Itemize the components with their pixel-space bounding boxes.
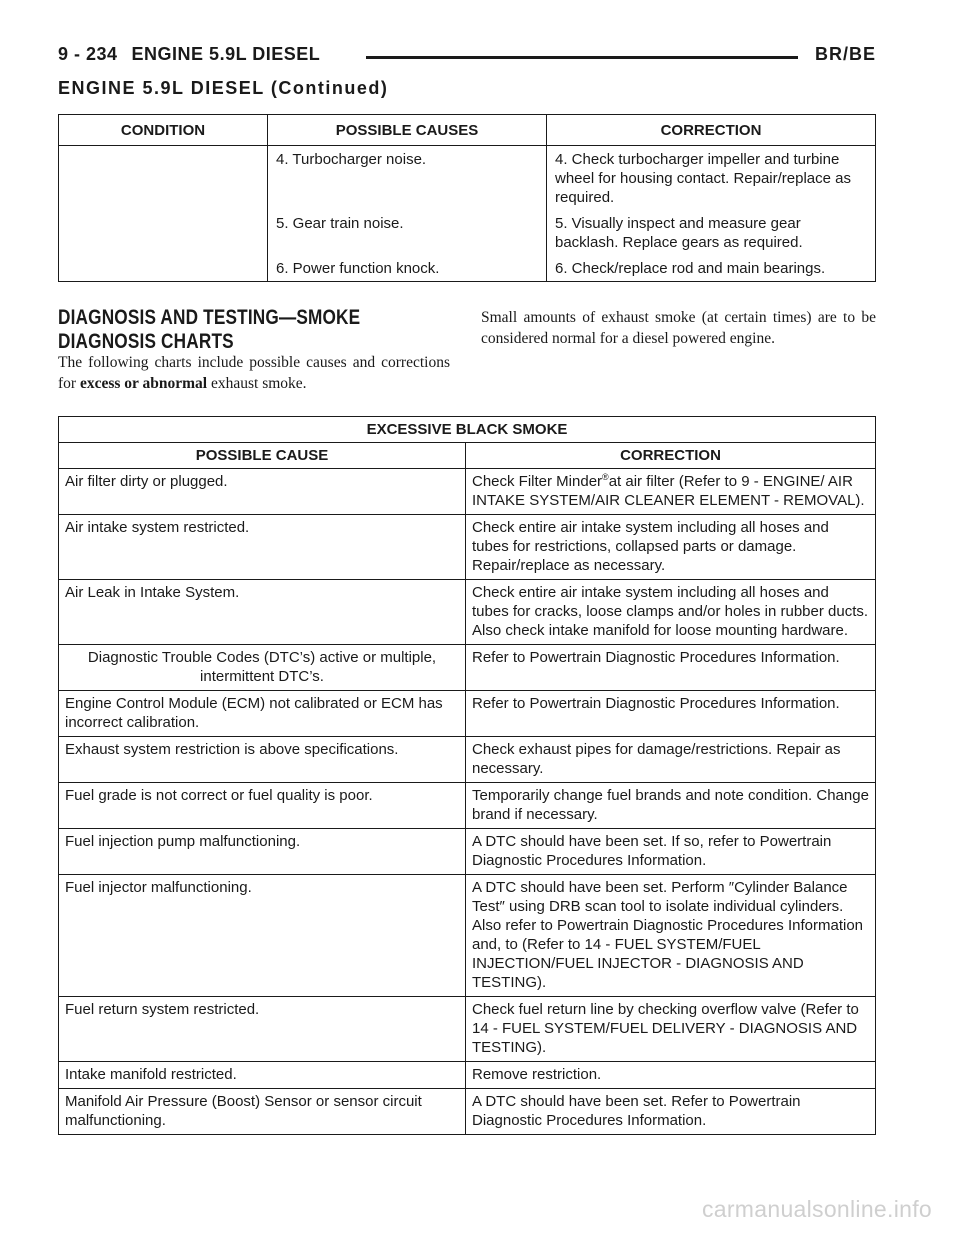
- table-row: [59, 829, 876, 875]
- noise-diagnosis-table: [58, 114, 876, 282]
- table-title: EXCESSIVE BLACK SMOKE: [59, 417, 876, 443]
- correction-cell: Check entire air intake system including all hoses and tubes for cracks, loose clamps and/or holes in rubber ducts. Also check intake manifold for loose mounting hardware.: [466, 580, 876, 645]
- correction-text: at air filter (Refer to 9 - ENGINE/ AIR INTAKE SYSTEM/AIR CLEANER ELEMENT - REMOVAL).: [472, 473, 865, 509]
- cause-cell: Fuel grade is not correct or fuel quality is poor.: [59, 783, 466, 829]
- section-title-line1: DIAGNOSIS AND TESTING—SMOKE: [58, 306, 361, 329]
- header-correction: CORRECTION: [547, 115, 876, 146]
- header-condition: CONDITION: [59, 115, 268, 146]
- correction-cell: A DTC should have been set. If so, refer to Powertrain Diagnostic Procedures Information.: [466, 829, 876, 875]
- correction-cell: A DTC should have been set. Perform ″Cylinder Balance Test″ using DRB scan tool to isolate individual cylinders. Also refer to Powertrain Diagnostic Procedures Information and, to (Refer to 14 - FUEL SYSTEM/FUEL INJECTION/FUEL INJECTOR - DIAGNOSIS AND TESTING).: [466, 875, 876, 997]
- header-correction: CORRECTION: [466, 443, 876, 469]
- cause-cell: Fuel return system restricted.: [59, 997, 466, 1062]
- cause-cell: Exhaust system restriction is above specifications.: [59, 737, 466, 783]
- header-possible-cause: POSSIBLE CAUSE: [59, 443, 466, 469]
- correction-cell: Check fuel return line by checking overflow valve (Refer to 14 - FUEL SYSTEM/FUEL DELIVERY - DIAGNOSIS AND TESTING).: [466, 997, 876, 1062]
- table-row: [59, 645, 876, 691]
- continued-title: ENGINE 5.9L DIESEL (Continued): [58, 78, 389, 98]
- table-row: [59, 875, 876, 997]
- watermark-link[interactable]: carmanualsonline.info: [701, 1196, 932, 1222]
- cause-cell: Manifold Air Pressure (Boost) Sensor or sensor circuit malfunctioning.: [59, 1089, 466, 1135]
- table-row: [59, 737, 876, 783]
- header-model: BR/BE: [814, 44, 876, 64]
- cause-cell: 4. Turbocharger noise.: [268, 146, 547, 211]
- table-row: [59, 691, 876, 737]
- table-row: [59, 783, 876, 829]
- table-row: [59, 469, 876, 515]
- header-possible-causes: POSSIBLE CAUSES: [268, 115, 547, 146]
- page-header: [58, 44, 876, 70]
- intro-text-after: exhaust smoke.: [207, 375, 307, 392]
- condition-cell: [59, 210, 268, 255]
- cause-cell: Engine Control Module (ECM) not calibrated or ECM has incorrect calibration.: [59, 691, 466, 737]
- condition-cell: [59, 255, 268, 282]
- header-left: [58, 44, 320, 65]
- table-row: [59, 997, 876, 1062]
- header-rule: [366, 56, 798, 59]
- table-row: [59, 580, 876, 645]
- correction-cell: Refer to Powertrain Diagnostic Procedures Information.: [466, 645, 876, 691]
- black-smoke-table: [58, 416, 876, 1135]
- intro-text-before: The following charts include possible causes and corrections for: [58, 354, 450, 392]
- correction-text: Check Filter Minder: [472, 473, 603, 490]
- correction-cell: 4. Check turbocharger impeller and turbine wheel for housing contact. Repair/replace as required.: [555, 151, 852, 206]
- correction-cell: Check exhaust pipes for damage/restrictions. Repair as necessary.: [466, 737, 876, 783]
- correction-cell: [466, 469, 876, 515]
- cause-cell: Fuel injector malfunctioning.: [59, 875, 466, 997]
- header-section: ENGINE 5.9L DIESEL: [131, 44, 321, 64]
- table-row: [59, 515, 876, 580]
- cause-cell: Air Leak in Intake System.: [59, 580, 466, 645]
- intro-emphasis: excess or abnormal: [79, 375, 208, 392]
- correction-cell: 6. Check/replace rod and main bearings.: [555, 260, 826, 277]
- correction-cell: Refer to Powertrain Diagnostic Procedures Information.: [466, 691, 876, 737]
- cause-cell: Air filter dirty or plugged.: [59, 469, 466, 515]
- table-row: [59, 255, 876, 282]
- cause-cell: Diagnostic Trouble Codes (DTC’s) active or multiple, intermittent DTC’s.: [59, 645, 466, 691]
- smoke-note-paragraph: Small amounts of exhaust smoke (at certain times) are to be considered normal for a diesel powered engine.: [481, 309, 876, 347]
- section-title-line2: DIAGNOSIS CHARTS: [58, 330, 234, 353]
- page-number: 9 - 234: [58, 44, 118, 64]
- correction-cell: A DTC should have been set. Refer to Powertrain Diagnostic Procedures Information.: [472, 1093, 801, 1129]
- table-title-row: [59, 417, 876, 443]
- table-header-row: [59, 115, 876, 146]
- table-row: [59, 210, 876, 255]
- table-row: [59, 146, 876, 211]
- cause-cell: Air intake system restricted.: [59, 515, 466, 580]
- intro-paragraph: [58, 352, 450, 394]
- table-row: [59, 1062, 876, 1089]
- registered-mark: ®: [602, 472, 609, 482]
- correction-cell: Check entire air intake system including all hoses and tubes for restrictions, collapsed parts or damage. Repair/replace as necessary.: [466, 515, 876, 580]
- correction-cell: Remove restriction.: [466, 1062, 876, 1089]
- cause-cell: 5. Gear train noise.: [268, 210, 547, 255]
- cause-cell: Fuel injection pump malfunctioning.: [59, 829, 466, 875]
- table-header-row: [59, 443, 876, 469]
- correction-cell: 5. Visually inspect and measure gear backlash. Replace gears as required.: [555, 215, 803, 251]
- table-row: [59, 1089, 876, 1135]
- cause-cell: Intake manifold restricted.: [59, 1062, 466, 1089]
- condition-cell: [59, 146, 268, 211]
- cause-cell: 6. Power function knock.: [268, 255, 547, 282]
- correction-cell: Temporarily change fuel brands and note condition. Change brand if necessary.: [466, 783, 876, 829]
- section-title: [58, 306, 378, 354]
